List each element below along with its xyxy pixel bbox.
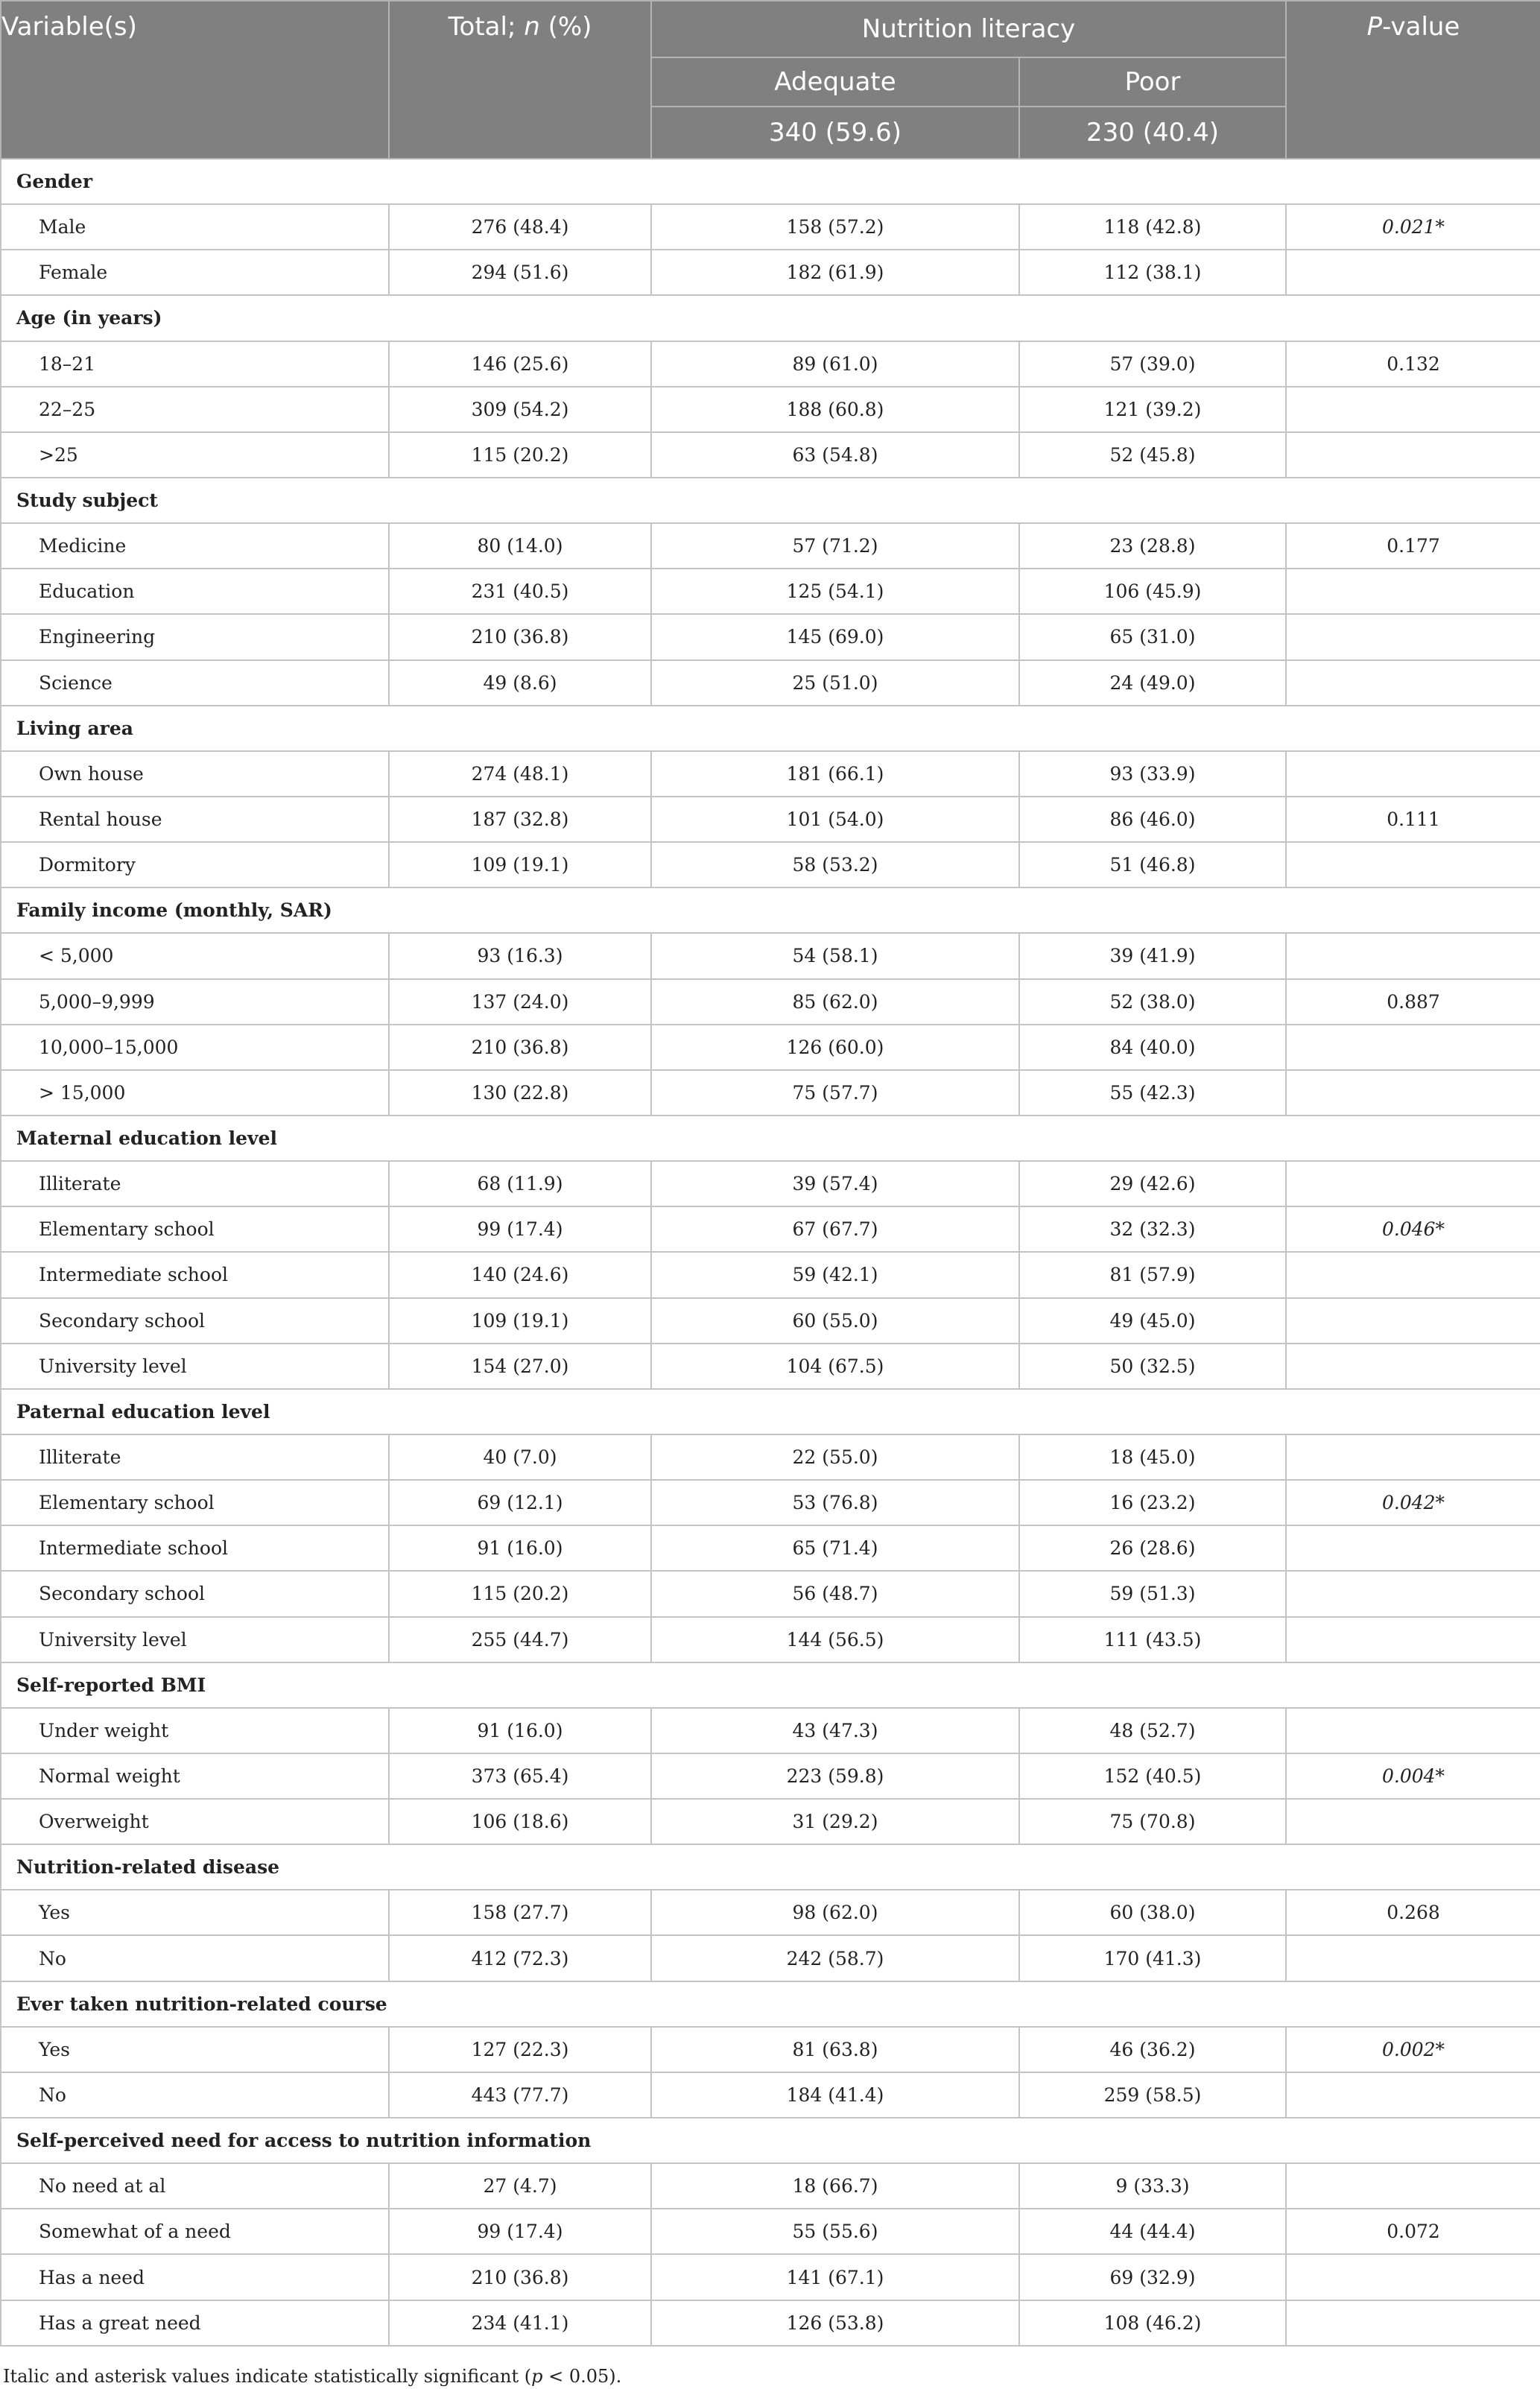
adequate-cell: 31 (29.2) [651, 1799, 1019, 1844]
total-cell: 187 (32.8) [389, 797, 651, 842]
poor-cell: 26 (28.6) [1019, 1525, 1286, 1571]
pvalue-cell [1286, 614, 1540, 659]
poor-cell: 59 (51.3) [1019, 1571, 1286, 1616]
table-row [1, 2209, 1540, 2254]
adequate-cell: 81 (63.8) [651, 2027, 1019, 2072]
poor-cell: 16 (23.2) [1019, 1480, 1286, 1525]
poor-cell: 9 (33.3) [1019, 2163, 1286, 2209]
poor-cell: 18 (45.0) [1019, 1434, 1286, 1480]
pvalue-cell [1286, 432, 1540, 478]
row-label: No need at al [1, 2163, 389, 2209]
table-header [1, 1, 1540, 159]
total-cell: 154 (27.0) [389, 1344, 651, 1389]
adequate-count-header: 340 (59.6) [651, 107, 1019, 159]
pvalue-cell [1286, 2209, 1540, 2254]
total-cell: 231 (40.5) [389, 569, 651, 614]
pvalue-cell [1286, 1571, 1540, 1616]
adequate-cell: 57 (71.2) [651, 523, 1019, 569]
pvalue-cell [1286, 2300, 1540, 2346]
table-footnote: Italic and asterisk values indicate statistically significant (p < 0.05). [3, 2365, 622, 2387]
poor-cell: 111 (43.5) [1019, 1617, 1286, 1662]
total-cell: 412 (72.3) [389, 1935, 651, 1981]
row-label: Rental house [1, 797, 389, 842]
row-label: Has a need [1, 2254, 389, 2300]
section-header-row [1, 2118, 1540, 2163]
poor-cell: 152 (40.5) [1019, 1753, 1286, 1799]
section-header-row [1, 1389, 1540, 1434]
adequate-cell: 158 (57.2) [651, 204, 1019, 250]
adequate-cell: 181 (66.1) [651, 751, 1019, 797]
adequate-cell: 141 (67.1) [651, 2254, 1019, 2300]
section-header-row [1, 478, 1540, 523]
pvalue-cell [1286, 751, 1540, 797]
pvalue-text: 0.111 [1387, 809, 1440, 831]
pvalue-text: 0.887 [1387, 990, 1440, 1013]
total-cell: 106 (18.6) [389, 1799, 651, 1844]
poor-cell: 50 (32.5) [1019, 1344, 1286, 1389]
table-row [1, 1252, 1540, 1297]
row-label: Secondary school [1, 1571, 389, 1616]
adequate-cell: 59 (42.1) [651, 1252, 1019, 1297]
significance-asterisk: * [1435, 1492, 1445, 1514]
row-label: Elementary school [1, 1480, 389, 1525]
poor-cell: 44 (44.4) [1019, 2209, 1286, 2254]
adequate-cell: 101 (54.0) [651, 797, 1019, 842]
pvalue-cell [1286, 341, 1540, 387]
table-row [1, 2072, 1540, 2118]
section-header-row [1, 1844, 1540, 1890]
table-row [1, 797, 1540, 842]
adequate-cell: 98 (62.0) [651, 1890, 1019, 1935]
row-label: No [1, 2072, 389, 2118]
pvalue-text: 0.132 [1387, 352, 1440, 375]
total-cell: 140 (24.6) [389, 1252, 651, 1297]
pvalue-cell [1286, 1298, 1540, 1344]
poor-count-header: 230 (40.4) [1019, 107, 1286, 159]
pvalue-cell [1286, 523, 1540, 569]
table-row [1, 2300, 1540, 2346]
significance-asterisk: * [1435, 1765, 1445, 1787]
total-cell: 68 (11.9) [389, 1161, 651, 1206]
poor-cell: 23 (28.8) [1019, 523, 1286, 569]
adequate-column-header: Adequate [651, 57, 1019, 107]
poor-cell: 57 (39.0) [1019, 341, 1286, 387]
table-row [1, 523, 1540, 569]
adequate-cell: 67 (67.7) [651, 1206, 1019, 1252]
section-title: Family income (monthly, SAR) [1, 887, 1540, 933]
total-cell: 210 (36.8) [389, 2254, 651, 2300]
row-label: > 15,000 [1, 1070, 389, 1116]
row-label: Own house [1, 751, 389, 797]
row-label: 18–21 [1, 341, 389, 387]
row-label: Dormitory [1, 842, 389, 887]
adequate-cell: 89 (61.0) [651, 341, 1019, 387]
row-label: Elementary school [1, 1206, 389, 1252]
pvalue-cell [1286, 1525, 1540, 1571]
row-label: Engineering [1, 614, 389, 659]
adequate-cell: 184 (41.4) [651, 2072, 1019, 2118]
pvalue-cell [1286, 2072, 1540, 2118]
adequate-cell: 242 (58.7) [651, 1935, 1019, 1981]
poor-cell: 106 (45.9) [1019, 569, 1286, 614]
pvalue-cell [1286, 979, 1540, 1025]
pvalue-text: 0.177 [1387, 535, 1440, 557]
poor-cell: 29 (42.6) [1019, 1161, 1286, 1206]
table-row [1, 387, 1540, 432]
row-label: Normal weight [1, 1753, 389, 1799]
total-cell: 255 (44.7) [389, 1617, 651, 1662]
poor-cell: 52 (38.0) [1019, 979, 1286, 1025]
section-title: Maternal education level [1, 1116, 1540, 1161]
adequate-cell: 85 (62.0) [651, 979, 1019, 1025]
pvalue-cell [1286, 1708, 1540, 1753]
table-row [1, 250, 1540, 295]
total-cell: 137 (24.0) [389, 979, 651, 1025]
row-label: Illiterate [1, 1434, 389, 1480]
section-title: Study subject [1, 478, 1540, 523]
total-cell: 109 (19.1) [389, 1298, 651, 1344]
total-cell: 109 (19.1) [389, 842, 651, 887]
poor-cell: 112 (38.1) [1019, 250, 1286, 295]
adequate-cell: 188 (60.8) [651, 387, 1019, 432]
pvalue-text: 0.004 [1381, 1765, 1436, 1787]
pvalue-cell [1286, 1070, 1540, 1116]
total-cell: 210 (36.8) [389, 614, 651, 659]
table-row [1, 1206, 1540, 1252]
pvalue-column-header: P-value [1286, 1, 1540, 159]
section-title: Ever taken nutrition-related course [1, 1981, 1540, 2027]
row-label: Under weight [1, 1708, 389, 1753]
row-label: < 5,000 [1, 933, 389, 978]
row-label: Female [1, 250, 389, 295]
table-row [1, 2163, 1540, 2209]
table-row [1, 1344, 1540, 1389]
table-row [1, 1025, 1540, 1070]
total-cell: 274 (48.1) [389, 751, 651, 797]
section-title: Age (in years) [1, 295, 1540, 341]
table-row [1, 614, 1540, 659]
poor-cell: 108 (46.2) [1019, 2300, 1286, 2346]
poor-cell: 75 (70.8) [1019, 1799, 1286, 1844]
poor-cell: 121 (39.2) [1019, 387, 1286, 432]
total-cell: 234 (41.1) [389, 2300, 651, 2346]
total-cell: 115 (20.2) [389, 1571, 651, 1616]
poor-column-header: Poor [1019, 57, 1286, 107]
poor-cell: 65 (31.0) [1019, 614, 1286, 659]
table-row [1, 1434, 1540, 1480]
pvalue-cell [1286, 569, 1540, 614]
adequate-cell: 25 (51.0) [651, 660, 1019, 706]
section-title: Gender [1, 159, 1540, 204]
row-label: University level [1, 1344, 389, 1389]
pvalue-cell [1286, 1799, 1540, 1844]
table-row [1, 979, 1540, 1025]
total-cell: 40 (7.0) [389, 1434, 651, 1480]
pvalue-text: 0.072 [1387, 2221, 1440, 2243]
row-label: 10,000–15,000 [1, 1025, 389, 1070]
pvalue-cell [1286, 387, 1540, 432]
section-title: Nutrition-related disease [1, 1844, 1540, 1890]
total-cell: 99 (17.4) [389, 2209, 651, 2254]
table-row [1, 2254, 1540, 2300]
row-label: University level [1, 1617, 389, 1662]
row-label: No [1, 1935, 389, 1981]
table-row [1, 1525, 1540, 1571]
table-row [1, 1070, 1540, 1116]
poor-cell: 69 (32.9) [1019, 2254, 1286, 2300]
total-cell: 27 (4.7) [389, 2163, 651, 2209]
section-title: Paternal education level [1, 1389, 1540, 1434]
table-row [1, 1708, 1540, 1753]
poor-cell: 259 (58.5) [1019, 2072, 1286, 2118]
total-cell: 91 (16.0) [389, 1525, 651, 1571]
poor-cell: 60 (38.0) [1019, 1890, 1286, 1935]
pvalue-text: 0.046 [1381, 1218, 1436, 1241]
total-cell: 99 (17.4) [389, 1206, 651, 1252]
section-header-row [1, 706, 1540, 751]
adequate-cell: 56 (48.7) [651, 1571, 1019, 1616]
row-label: Somewhat of a need [1, 2209, 389, 2254]
adequate-cell: 65 (71.4) [651, 1525, 1019, 1571]
poor-cell: 32 (32.3) [1019, 1206, 1286, 1252]
row-label: Science [1, 660, 389, 706]
poor-cell: 39 (41.9) [1019, 933, 1286, 978]
pvalue-cell [1286, 933, 1540, 978]
adequate-cell: 126 (60.0) [651, 1025, 1019, 1070]
significance-asterisk: * [1435, 1218, 1445, 1241]
row-label: Yes [1, 2027, 389, 2072]
poor-cell: 52 (45.8) [1019, 432, 1286, 478]
adequate-cell: 58 (53.2) [651, 842, 1019, 887]
section-header-row [1, 159, 1540, 204]
adequate-cell: 55 (55.6) [651, 2209, 1019, 2254]
table-row [1, 569, 1540, 614]
poor-cell: 93 (33.9) [1019, 751, 1286, 797]
significance-asterisk: * [1435, 2038, 1445, 2060]
poor-cell: 170 (41.3) [1019, 1935, 1286, 1981]
table-row [1, 1890, 1540, 1935]
table-row [1, 1161, 1540, 1206]
adequate-cell: 104 (67.5) [651, 1344, 1019, 1389]
adequate-cell: 75 (57.7) [651, 1070, 1019, 1116]
row-label: Yes [1, 1890, 389, 1935]
row-label: >25 [1, 432, 389, 478]
pvalue-cell [1286, 1617, 1540, 1662]
poor-cell: 46 (36.2) [1019, 2027, 1286, 2072]
pvalue-cell [1286, 1434, 1540, 1480]
poor-cell: 49 (45.0) [1019, 1298, 1286, 1344]
significance-asterisk: * [1435, 216, 1445, 238]
section-header-row [1, 1981, 1540, 2027]
section-title: Self-perceived need for access to nutrition information [1, 2118, 1540, 2163]
total-cell: 146 (25.6) [389, 341, 651, 387]
poor-cell: 81 (57.9) [1019, 1252, 1286, 1297]
row-label: Intermediate school [1, 1252, 389, 1297]
row-label: 5,000–9,999 [1, 979, 389, 1025]
total-cell: 373 (65.4) [389, 1753, 651, 1799]
section-header-row [1, 1116, 1540, 1161]
adequate-cell: 145 (69.0) [651, 614, 1019, 659]
row-label: Male [1, 204, 389, 250]
pvalue-cell [1286, 1480, 1540, 1525]
pvalue-cell [1286, 2163, 1540, 2209]
poor-cell: 48 (52.7) [1019, 1708, 1286, 1753]
adequate-cell: 60 (55.0) [651, 1298, 1019, 1344]
table-row [1, 842, 1540, 887]
table-row [1, 1617, 1540, 1662]
total-cell: 93 (16.3) [389, 933, 651, 978]
total-cell: 49 (8.6) [389, 660, 651, 706]
poor-cell: 51 (46.8) [1019, 842, 1286, 887]
row-label: Secondary school [1, 1298, 389, 1344]
total-cell: 127 (22.3) [389, 2027, 651, 2072]
row-label: Has a great need [1, 2300, 389, 2346]
adequate-cell: 53 (76.8) [651, 1480, 1019, 1525]
adequate-cell: 63 (54.8) [651, 432, 1019, 478]
table-body [1, 159, 1540, 2346]
pvalue-cell [1286, 842, 1540, 887]
total-cell: 294 (51.6) [389, 250, 651, 295]
pvalue-text: 0.021 [1381, 216, 1436, 238]
table-row [1, 1571, 1540, 1616]
adequate-cell: 43 (47.3) [651, 1708, 1019, 1753]
section-title: Self-reported BMI [1, 1662, 1540, 1708]
pvalue-cell [1286, 2254, 1540, 2300]
adequate-cell: 22 (55.0) [651, 1434, 1019, 1480]
table-row [1, 933, 1540, 978]
pvalue-cell [1286, 204, 1540, 250]
row-label: Overweight [1, 1799, 389, 1844]
pvalue-cell [1286, 797, 1540, 842]
table-row [1, 751, 1540, 797]
total-column-header: Total; n (%) [389, 1, 651, 159]
pvalue-cell [1286, 2027, 1540, 2072]
row-label: Intermediate school [1, 1525, 389, 1571]
poor-cell: 55 (42.3) [1019, 1070, 1286, 1116]
total-cell: 80 (14.0) [389, 523, 651, 569]
row-label: Illiterate [1, 1161, 389, 1206]
row-label: 22–25 [1, 387, 389, 432]
pvalue-text: 0.002 [1381, 2038, 1436, 2060]
adequate-cell: 144 (56.5) [651, 1617, 1019, 1662]
total-cell: 443 (77.7) [389, 2072, 651, 2118]
total-cell: 210 (36.8) [389, 1025, 651, 1070]
pvalue-cell [1286, 250, 1540, 295]
row-label: Medicine [1, 523, 389, 569]
poor-cell: 86 (46.0) [1019, 797, 1286, 842]
section-header-row [1, 887, 1540, 933]
total-cell: 276 (48.4) [389, 204, 651, 250]
total-cell: 115 (20.2) [389, 432, 651, 478]
adequate-cell: 39 (57.4) [651, 1161, 1019, 1206]
table-row [1, 341, 1540, 387]
pvalue-text: 0.268 [1387, 1902, 1440, 1924]
table-row [1, 660, 1540, 706]
table-row [1, 1799, 1540, 1844]
total-cell: 309 (54.2) [389, 387, 651, 432]
nutrition-literacy-header: Nutrition literacy [651, 1, 1286, 57]
adequate-cell: 182 (61.9) [651, 250, 1019, 295]
pvalue-cell [1286, 1753, 1540, 1799]
table-row [1, 1753, 1540, 1799]
adequate-cell: 126 (53.8) [651, 2300, 1019, 2346]
pvalue-cell [1286, 1344, 1540, 1389]
pvalue-cell [1286, 1161, 1540, 1206]
adequate-cell: 125 (54.1) [651, 569, 1019, 614]
pvalue-cell [1286, 660, 1540, 706]
pvalue-cell [1286, 1252, 1540, 1297]
pvalue-cell [1286, 1025, 1540, 1070]
pvalue-text: 0.042 [1381, 1492, 1436, 1514]
poor-cell: 84 (40.0) [1019, 1025, 1286, 1070]
table-row [1, 1935, 1540, 1981]
table-row [1, 432, 1540, 478]
table-row [1, 2027, 1540, 2072]
poor-cell: 118 (42.8) [1019, 204, 1286, 250]
section-header-row [1, 1662, 1540, 1708]
section-title: Living area [1, 706, 1540, 751]
total-cell: 158 (27.7) [389, 1890, 651, 1935]
pvalue-cell [1286, 1890, 1540, 1935]
variable-column-header: Variable(s) [1, 1, 389, 159]
adequate-cell: 54 (58.1) [651, 933, 1019, 978]
adequate-cell: 223 (59.8) [651, 1753, 1019, 1799]
row-label: Education [1, 569, 389, 614]
pvalue-cell [1286, 1206, 1540, 1252]
table-row [1, 1480, 1540, 1525]
total-cell: 69 (12.1) [389, 1480, 651, 1525]
table-row [1, 204, 1540, 250]
table-row [1, 1298, 1540, 1344]
adequate-cell: 18 (66.7) [651, 2163, 1019, 2209]
section-header-row [1, 295, 1540, 341]
pvalue-cell [1286, 1935, 1540, 1981]
total-cell: 130 (22.8) [389, 1070, 651, 1116]
total-cell: 91 (16.0) [389, 1708, 651, 1753]
poor-cell: 24 (49.0) [1019, 660, 1286, 706]
